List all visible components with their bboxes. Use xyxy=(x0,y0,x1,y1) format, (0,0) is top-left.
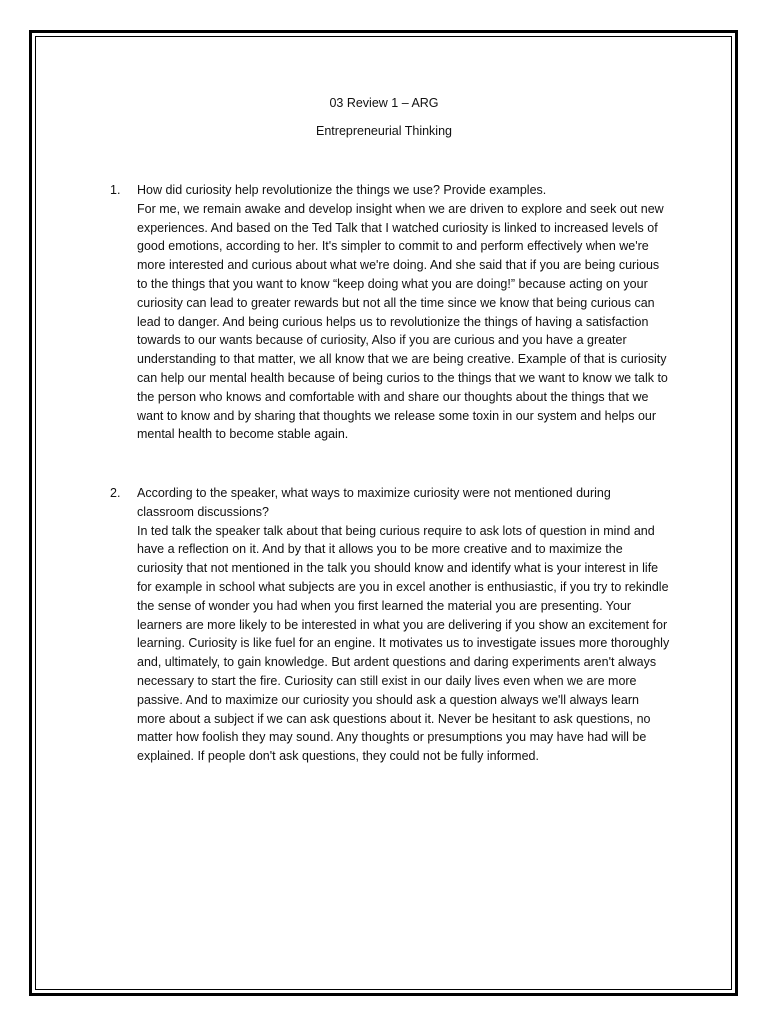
question-item xyxy=(110,181,670,444)
question-number: 1. xyxy=(110,183,121,197)
answer-text: For me, we remain awake and develop insight when we are driven to explore and seek out new experiences. And based on the Ted Talk that I watched curiosity is linked to increased levels of good emotions, according to her. It's simpler to commit to and perform effectively when we're more interested and curious about what we're doing. And she said that if you are being curious to the things that you want to know “keep doing what you are doing!” because acting on your curiosity can lead to greater rewards but not all the time since we know that being curious can lead to danger. And being curious helps us to revolutionize the things of having a satisfaction towards to our wants because of curiosity, Also if you are curious and you have a greater understanding to that matter, we all know that we are being creative. Example of that is curiosity can help our mental health because of being curios to the things that we want to know we talk to the person who knows and comfortable with and share our thoughts about the things that we want to know and by sharing that thoughts we release some toxin in our system and helps our mental health to become stable again. xyxy=(137,201,668,442)
document-title: 03 Review 1 – ARG xyxy=(329,96,439,110)
question-body xyxy=(137,181,670,444)
question-body xyxy=(137,484,670,766)
question-text: According to the speaker, what ways to maximize curiosity were not mentioned during classroom discussions? xyxy=(137,486,611,519)
question-number: 2. xyxy=(110,486,121,500)
answer-text: In ted talk the speaker talk about that being curious require to ask lots of question in mind and have a reflection on it. And by that it allows you to be more creative and to maximize the curiosity that not mentioned in the talk you should know and identify what is your interest in life for example in school what subjects are you in excel another is enthusiastic, if you try to rekindle the sense of wonder you had when you first learned the material you are presenting. Your learners are more likely to be interested in what you are delivering if you show an excitement for learning. Curiosity is like fuel for an engine. It motivates us to investigate issues more thoroughly and, ultimately, to gain knowledge. But ardent questions and daring experiments aren't always necessary to start the fire. Curiosity can still exist in our daily lives even when we are more passive. And to maximize our curiosity you should ask a question always we'll always learn more about a subject if we can ask questions about it. Never be hesitant to ask questions, no matter how foolish they may sound. Any thoughts or presumptions you may have had will be explained. If people don't ask questions, they could not be fully informed. xyxy=(137,523,670,764)
question-item xyxy=(110,484,670,766)
document-subtitle: Entrepreneurial Thinking xyxy=(316,124,452,138)
question-text: How did curiosity help revolutionize the things we use? Provide examples. xyxy=(137,183,547,197)
